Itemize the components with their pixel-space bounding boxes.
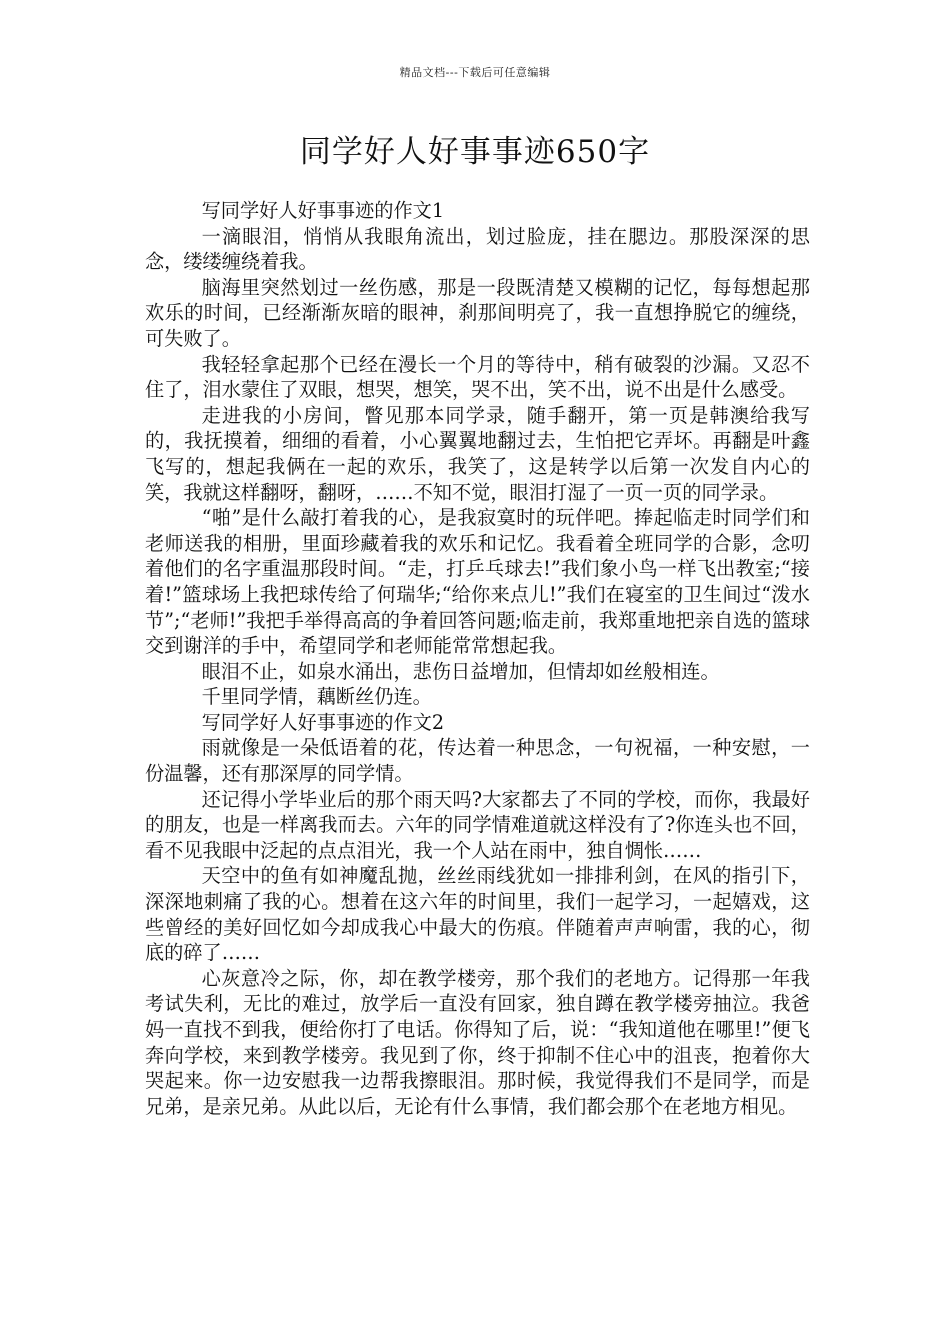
paragraph: “啪”是什么敲打着我的心，是我寂寞时的玩伴吧。捧起临走时同学们和老师送我的相册，里面珍藏着我的欢乐和记忆。我看着全班同学的合影，念叨着他们的名字重温那段时间。“走，打乒乓球去!”我们象小鸟一样飞出教室;“接着!”篮球场上我把球传给了何瑞华;“给你来点儿!”我们在寝室的卫生间过“泼水节”;“老师!”我把手举得高高的争着回答问题;临走前，我郑重地把亲自选的篮球交到谢洋的手中，希望同学和老师能常常想起我。 — [145, 506, 810, 658]
paragraph: 雨就像是一朵低语着的花，传达着一种思念，一句祝福，一种安慰，一份温馨，还有那深厚的同学情。 — [145, 736, 810, 786]
essay-heading-2: 写同学好人好事事迹的作文2 — [201, 710, 445, 734]
paragraph: 走进我的小房间，瞥见那本同学录，随手翻开，第一页是韩澳给我写的，我抚摸着，细细的看着，小心翼翼地翻过去，生怕把它弄坏。再翻是叶鑫飞写的，想起我俩在一起的欢乐，我笑了，这是转学以后第一次发自内心的笑，我就这样翻呀，翻呀，……不知不觉，眼泪打湿了一页一页的同学录。 — [145, 403, 810, 504]
document-title: 同学好人好事事迹650字 — [299, 134, 651, 170]
paragraph: 我轻轻拿起那个已经在漫长一个月的等待中，稍有破裂的沙漏。又忍不住了，泪水蒙住了双眼，想哭，想笑，哭不出，笑不出，说不出是什么感受。 — [145, 352, 810, 402]
paragraph: 天空中的鱼有如神魔乱抛，丝丝雨线犹如一排排利剑，在风的指引下，深深地刺痛了我的心。想着在这六年的时间里，我们一起学习，一起嬉戏，这些曾经的美好回忆如今却成我心中最大的伤痕。伴随着声声响雷，我的心，彻底的碎了…… — [145, 864, 810, 965]
paragraph: 千里同学情，藕断丝仍连。 — [201, 685, 432, 709]
paragraph: 心灰意冷之际，你，却在教学楼旁，那个我们的老地方。记得那一年我考试失利，无比的难过，放学后一直没有回家，独自蹲在教学楼旁抽泣。我爸妈一直找不到我，便给你打了电话。你得知了后，说：“我知道他在哪里!”便飞奔向学校，来到教学楼旁。我见到了你，终于抑制不住心中的沮丧，抱着你大哭起来。你一边安慰我一边帮我擦眼泪。那时候，我觉得我们不是同学，而是兄弟，是亲兄弟。从此以后，无论有什么事情，我们都会那个在老地方相见。 — [145, 966, 810, 1118]
header-note: 精品文档---下载后可任意编辑 — [399, 66, 551, 79]
paragraph: 脑海里突然划过一丝伤感，那是一段既清楚又模糊的记忆，每每想起那欢乐的时间，已经渐渐灰暗的眼神，刹那间明亮了，我一直想挣脱它的缠绕，可失败了。 — [145, 275, 810, 350]
document-body — [145, 198, 810, 1119]
paragraph: 还记得小学毕业后的那个雨天吗?大家都去了不同的学校，而你，我最好的朋友，也是一样离我而去。六年的同学情难道就这样没有了?你连头也不回，看不见我眼中泛起的点点泪光，我一个人站在雨中，独自惆怅…… — [145, 787, 810, 862]
paragraph: 一滴眼泪，悄悄从我眼角流出，划过脸庞，挂在腮边。那股深深的思念，缕缕缠绕着我。 — [145, 224, 810, 274]
paragraph: 眼泪不止，如泉水涌出，悲伤日益增加，但情却如丝般相连。 — [201, 659, 720, 683]
essay-heading-1: 写同学好人好事事迹的作文1 — [201, 199, 445, 222]
